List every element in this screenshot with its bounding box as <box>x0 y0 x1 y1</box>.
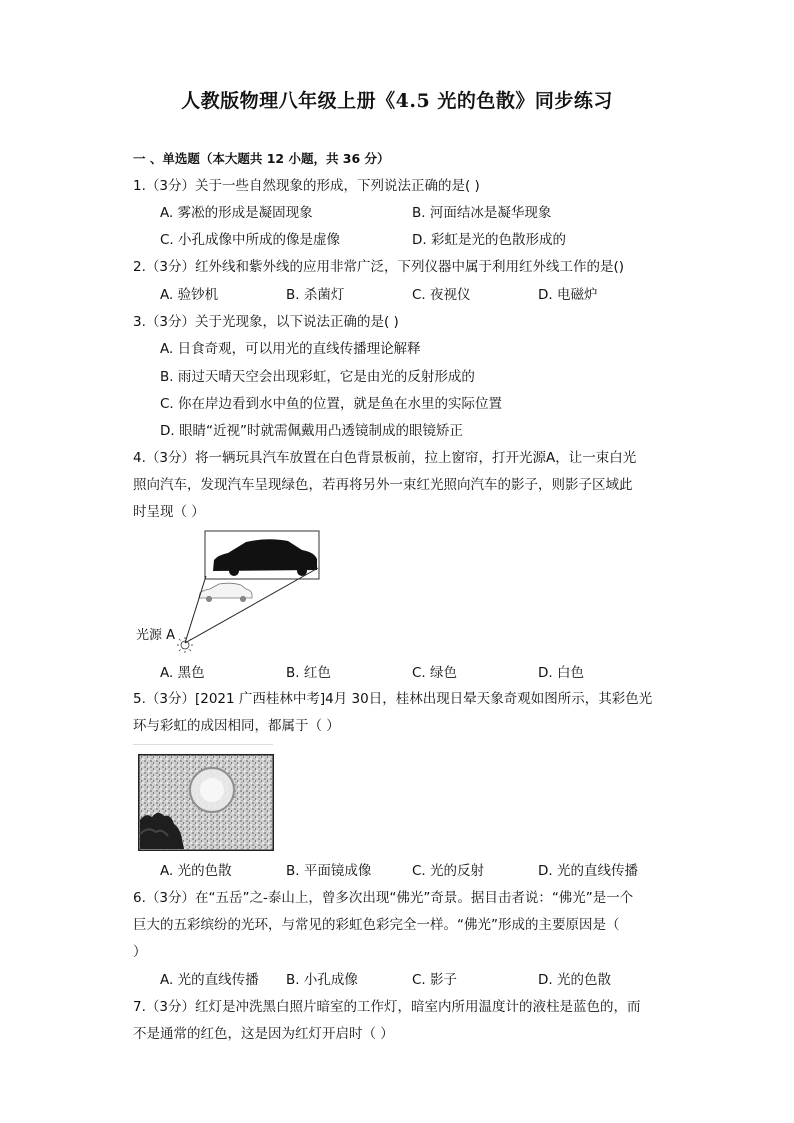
sun-halo-photo <box>138 754 274 851</box>
question-4-stem-line-2: 照向汽车，发现汽车呈现绿色，若再将另外一束红光照向汽车的影子，则影子区域此 <box>133 477 633 493</box>
q5-option-c: C. 光的反射 <box>412 863 485 879</box>
question-6-stem-line-1: 6.（3分）在“五岳”之-泰山上，曾多次出现“佛光”奇景。据目击者说：“佛光”是一个 <box>133 890 634 906</box>
q1-option-a: A. 雾凇的形成是凝固现象 <box>160 205 313 221</box>
q6-option-b: B. 小孔成像 <box>286 972 358 988</box>
q5-option-d: D. 光的直线传播 <box>538 863 638 879</box>
q3-option-a: A. 日食奇观，可以用光的直线传播理论解释 <box>160 341 421 357</box>
q3-option-d: D. 眼睛“近视”时就需佩戴用凸透镜制成的眼镜矫正 <box>160 423 463 439</box>
question-6-stem-line-2: 巨大的五彩缤纷的光环，与常见的彩虹色彩完全一样。“佛光”形成的主要原因是（ <box>133 917 620 933</box>
q1-option-c: C. 小孔成像中所成的像是虚像 <box>160 232 341 248</box>
light-source-icon <box>177 637 193 653</box>
q4-option-d: D. 白色 <box>538 665 584 681</box>
question-4-stem-line-3: 时呈现（ ） <box>133 504 205 520</box>
question-7-stem-line-1: 7.（3分）红灯是冲洗黑白照片暗室的工作灯，暗室内所用温度计的液柱是蓝色的，而 <box>133 999 641 1015</box>
q6-option-c: C. 影子 <box>412 972 458 988</box>
q2-option-a: A. 验钞机 <box>160 287 219 303</box>
q6-option-a: A. 光的直线传播 <box>160 972 259 988</box>
q1-option-d: D. 彩虹是光的色散形成的 <box>412 232 566 248</box>
question-2-stem: 2.（3分）红外线和紫外线的应用非常广泛，下列仪器中属于利用红外线工作的是() <box>133 259 625 275</box>
q2-option-c: C. 夜视仪 <box>412 287 471 303</box>
question-7-stem-line-2: 不是通常的红色，这是因为红灯开启时（ ） <box>133 1026 394 1042</box>
question-3-stem: 3.（3分）关于光现象，以下说法正确的是( ) <box>133 314 399 330</box>
q6-option-d: D. 光的色散 <box>538 972 611 988</box>
q5-option-b: B. 平面镜成像 <box>286 863 372 879</box>
section-heading: 一 、单选题（本大题共 12 小题，共 36 分） <box>133 151 390 166</box>
q3-option-c: C. 你在岸边看到水中鱼的位置，就是鱼在水里的实际位置 <box>160 396 503 412</box>
q5-option-a: A. 光的色散 <box>160 863 232 879</box>
q1-option-b: B. 河面结冰是凝华现象 <box>412 205 552 221</box>
light-source-label: 光源 A <box>136 628 176 643</box>
question-6-stem-line-3: ） <box>133 944 147 960</box>
figure-divider <box>133 744 273 745</box>
q4-option-a: A. 黑色 <box>160 665 205 681</box>
question-5-stem-line-1: 5.（3分）[2021 广西桂林中考]4月 30日，桂林出现日晕天象奇观如图所示，其彩色光 <box>133 691 653 707</box>
toy-car-icon <box>199 583 252 601</box>
q3-option-b: B. 雨过天晴天空会出现彩虹，它是由光的反射形成的 <box>160 369 475 385</box>
question-4-stem-line-1: 4.（3分）将一辆玩具汽车放置在白色背景板前，拉上窗帘，打开光源A，让一束白光 <box>133 450 637 466</box>
q2-option-b: B. 杀菌灯 <box>286 287 345 303</box>
question-5-stem-line-2: 环与彩虹的成因相同，都属于（ ） <box>133 718 340 734</box>
page-title: 人教版物理八年级上册《4.5 光的色散》同步练习 <box>181 90 613 112</box>
q4-option-c: C. 绿色 <box>412 665 458 681</box>
q2-option-d: D. 电磁炉 <box>538 287 598 303</box>
question-1-stem: 1.（3分）关于一些自然现象的形成，下列说法正确的是( ) <box>133 178 480 194</box>
q4-option-b: B. 红色 <box>286 665 331 681</box>
